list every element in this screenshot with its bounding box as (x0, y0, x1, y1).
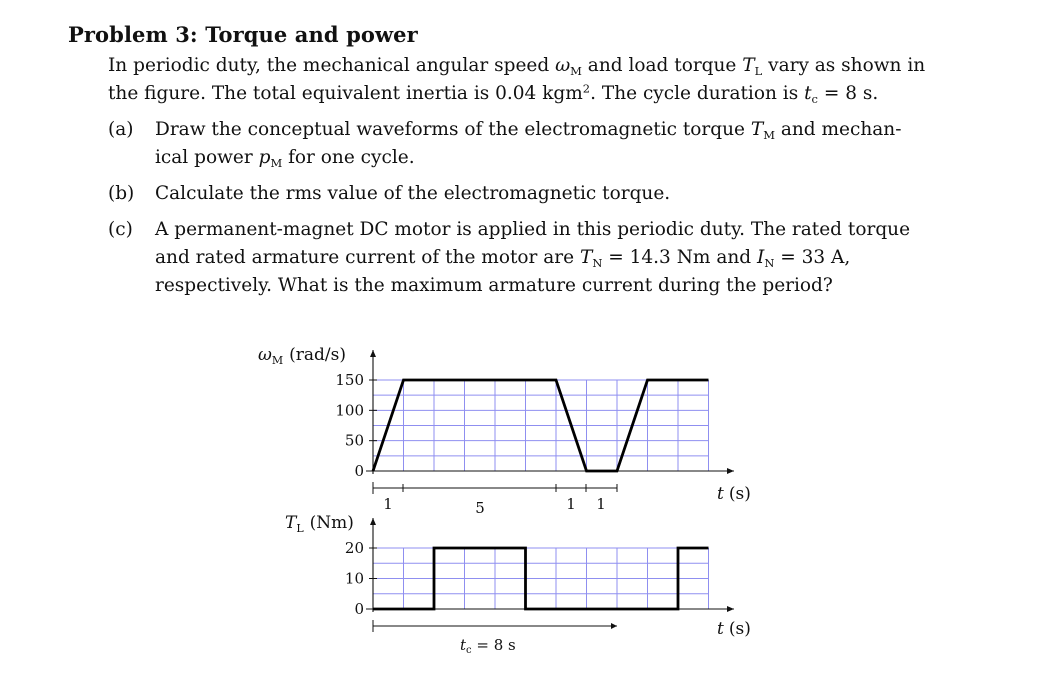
y-tick-label: 50 (344, 431, 364, 450)
interval-label-1: 1 (383, 495, 393, 513)
interval-label-4: 1 (596, 495, 606, 513)
torque-y-ticks (345, 539, 377, 618)
y-tick-label: 0 (354, 600, 364, 618)
interval-label-3: 1 (566, 495, 576, 513)
question-c-text: A permanent-magnet DC motor is applied in this periodic duty. The rated torque and rated armature current of the motor are $T_N = 14.3$ Nm and $I_N = 33$ A, respectively. What is the maximum armature current during the period? (155, 219, 911, 296)
y-tick-label: 10 (344, 569, 364, 588)
y-tick-label: 20 (344, 539, 364, 557)
torque-axis-label: $T_L$ (Nm) (285, 513, 354, 535)
question-a-label: (a) (108, 119, 134, 140)
torque-time-axis-label: t (s) (717, 619, 751, 639)
y-tick-label: 0 (354, 462, 364, 480)
y-tick-label: 100 (335, 401, 364, 420)
speed-time-axis-label: t (s) (717, 484, 751, 504)
question-a-text: Draw the conceptual waveforms of the electromagnetic torque $T_M$ and mechan-ical power $p_M$ for one cycle. (155, 119, 902, 170)
question-c-label: (c) (108, 219, 133, 240)
speed-grid (373, 380, 709, 471)
torque-grid (373, 548, 709, 609)
y-tick-label: 150 (335, 371, 364, 389)
interval-label-2: 5 (475, 499, 485, 517)
speed-y-ticks (335, 371, 377, 480)
problem-intro: In periodic duty, the mechanical angular speed $\omega_M$ and load torque $T_L$ vary as shown in the figure. The total equivalent inertia is 0.04 kgm$^2$. The cycle duration is $t_c = 8$ s. (108, 55, 926, 106)
question-b-text: Calculate the rms value of the electromagnetic torque. (155, 183, 671, 204)
speed-axis-label: $\omega_M$ (rad/s) (258, 345, 347, 367)
question-b-label: (b) (108, 183, 135, 204)
problem-title: Problem 3: Torque and power (68, 22, 418, 47)
interval-dimensions (373, 482, 617, 517)
cycle-label: $t_c = 8$ s (460, 636, 516, 656)
cycle-dimension (373, 620, 617, 656)
